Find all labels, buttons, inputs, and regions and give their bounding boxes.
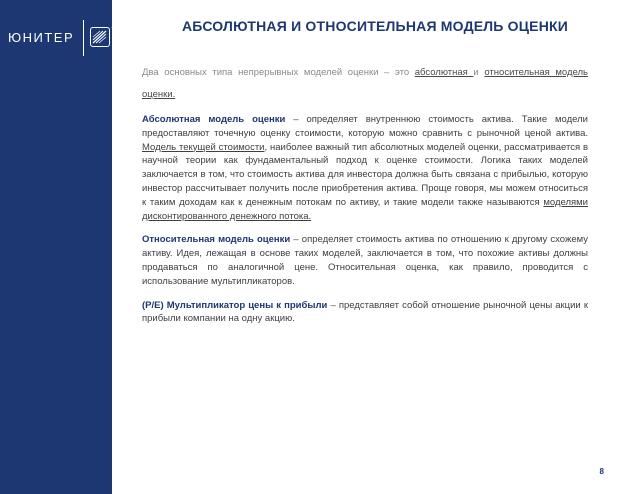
trademark-mark: TM bbox=[111, 26, 117, 31]
relative-text: – определяет стоимость актива по отношению к другому схожему активу. Идея, лежащая в основе таких моделей, заключается в том, что похожие активы должны продаваться по аналогичной цене. Относительная оценка, как правило, проводится с использование мультипликаторов. bbox=[142, 234, 588, 287]
intro-paragraph bbox=[142, 62, 588, 106]
logo-divider bbox=[83, 20, 84, 56]
brand-logo-icon bbox=[90, 27, 110, 47]
absolute-term: Абсолютная модель оценки bbox=[142, 114, 286, 125]
intro-text-2: и bbox=[473, 67, 485, 78]
content-body bbox=[142, 62, 588, 336]
pe-term: (P/E) Мультипликатор цены к прибыли bbox=[142, 299, 328, 311]
relative-paragraph bbox=[142, 233, 588, 288]
page-title: АБСОЛЮТНАЯ И ОТНОСИТЕЛЬНАЯ МОДЕЛЬ ОЦЕНКИ bbox=[181, 18, 569, 34]
brand-logo-text: ЮНИТЕР bbox=[8, 30, 75, 45]
pe-paragraph bbox=[142, 299, 588, 327]
intro-text: Два основных типа непрерывных моделей оценки – это bbox=[142, 67, 415, 78]
absolute-text: – определяет внутреннюю стоимость актива. Такие модели предоставляют точечную оценку стоимости, которую можно сравнить с рыночной ценой актива. bbox=[142, 114, 588, 139]
absolute-text-2: , наиболее важный тип абсолютных моделей оценки, рассматривается в научной теории как фундаментальный подход к оценке стоимости. Логика таких моделей заключается в том, что стоимость актива для инвестора должна быть связана с прибылью, которую инвестор рассчитывает получить после приобретения актива. Проще говоря, мы можем относиться к таким доходам как к денежным потокам по активу, и такие модели также называются bbox=[142, 141, 589, 208]
brand-sidebar bbox=[0, 0, 117, 494]
relative-term: Относительная модель оценки bbox=[142, 234, 291, 246]
page-number: 8 bbox=[599, 467, 604, 476]
pe-text: – представляет собой отношение рыночной цены акции к прибыли компании на одну акцию. bbox=[142, 299, 588, 325]
link-absolute[interactable]: абсолютная bbox=[414, 67, 474, 78]
link-dcf[interactable]: Модель текущей стоимости bbox=[142, 141, 265, 153]
absolute-paragraph bbox=[142, 113, 588, 223]
link-dcf-models[interactable]: моделями дисконтированного денежного потока. bbox=[142, 196, 588, 222]
link-relative[interactable]: относительная модель оценки. bbox=[142, 67, 588, 100]
